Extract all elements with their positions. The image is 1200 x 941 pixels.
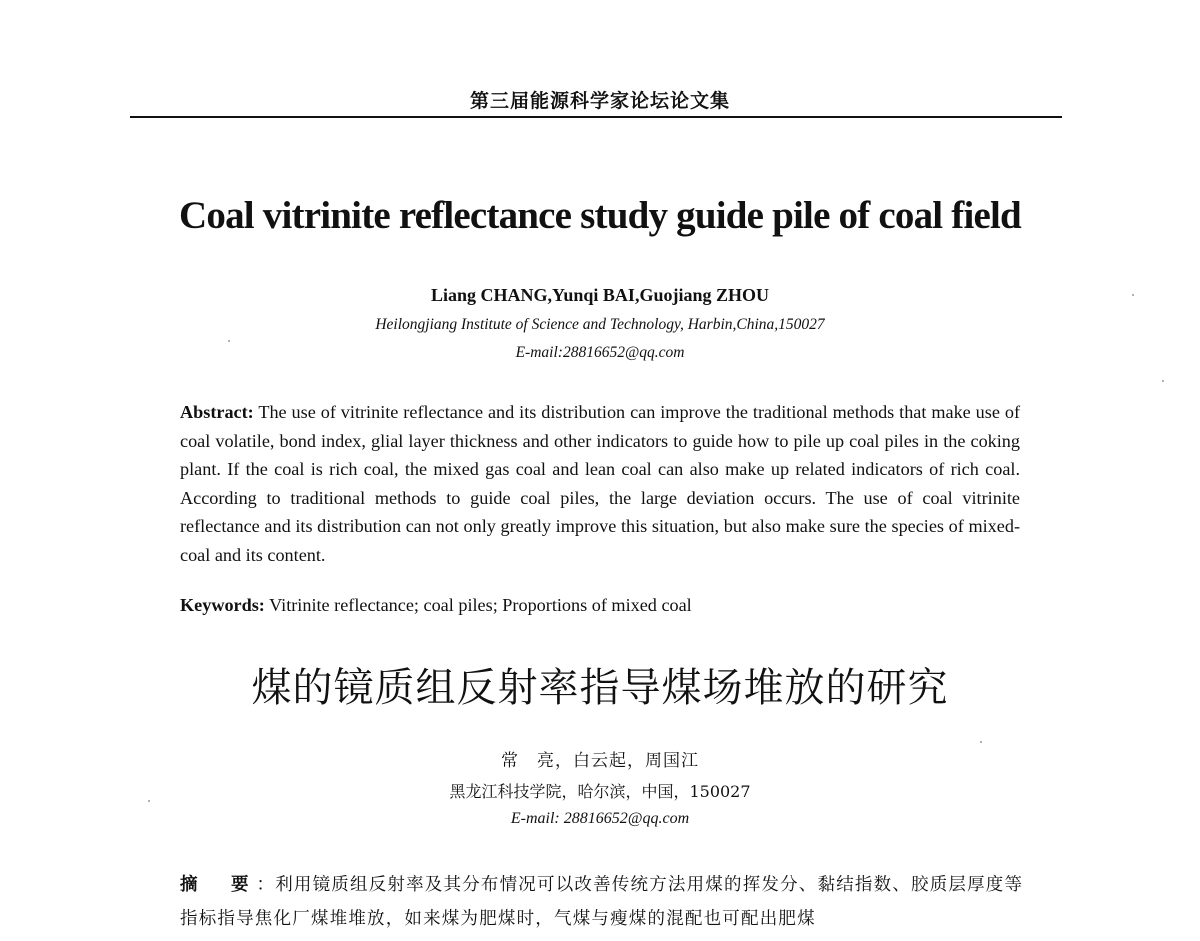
keywords-en [180,591,1020,619]
header-rule [130,116,1062,118]
email-zh: E-mail: 28816652@qq.com [510,810,690,827]
abstract-label-en: Abstract: [180,402,254,422]
abstract-label-zh: 摘 要 [180,875,257,895]
scan-speck [148,800,150,802]
abstract-text-en: The use of vitrinite reflectance and its distribution can improve the traditional methods that make use of coal volatile, bond index, glial layer thickness and other indicators to guide how to pile up coal piles in the coking plant. If the coal is rich coal, the mixed gas coal and lean coal can also make up related indicators of rich coal. According to traditional methods to guide coal piles, the large deviation occurs. The use of coal vitrinite reflectance and its distribution can not only greatly improve this situation, but also make sure the species of mixed-coal and its content. [180,402,1020,565]
authors-en: Liang CHANG,Yunqi BAI,Guojiang ZHOU [431,285,769,305]
abstract-en [180,398,1020,570]
scan-speck [1162,380,1164,382]
abstract-text-zh: ：利用镜质组反射率及其分布情况可以改善传统方法用煤的挥发分、黏结指数、胶质层厚度等指标指导焦化厂煤堆堆放，如来煤为肥煤时，气煤与瘦煤的混配也可配出肥煤 [180,875,1024,929]
keywords-text-en: Vitrinite reflectance; coal piles; Proportions of mixed coal [264,595,692,615]
scan-speck [228,340,230,342]
email-en: E-mail:28816652@qq.com [515,344,685,361]
affiliation-en: Heilongjiang Institute of Science and Technology, Harbin,China,150027 [375,316,825,333]
running-header: 第三届能源科学家论坛论文集 [469,90,730,112]
scan-speck [1132,294,1134,296]
keywords-label-en: Keywords: [180,595,265,615]
paper-title-en: Coal vitrinite reflectance study guide pile of coal field [179,194,1021,237]
paper-title-zh: 煤的镜质组反射率指导煤场堆放的研究 [251,665,949,711]
authors-zh: 常 亮，白云起，周国江 [501,751,699,771]
scan-speck [980,741,982,743]
abstract-zh [180,868,1030,936]
affiliation-zh: 黑龙江科技学院，哈尔滨，中国，150027 [449,782,751,801]
